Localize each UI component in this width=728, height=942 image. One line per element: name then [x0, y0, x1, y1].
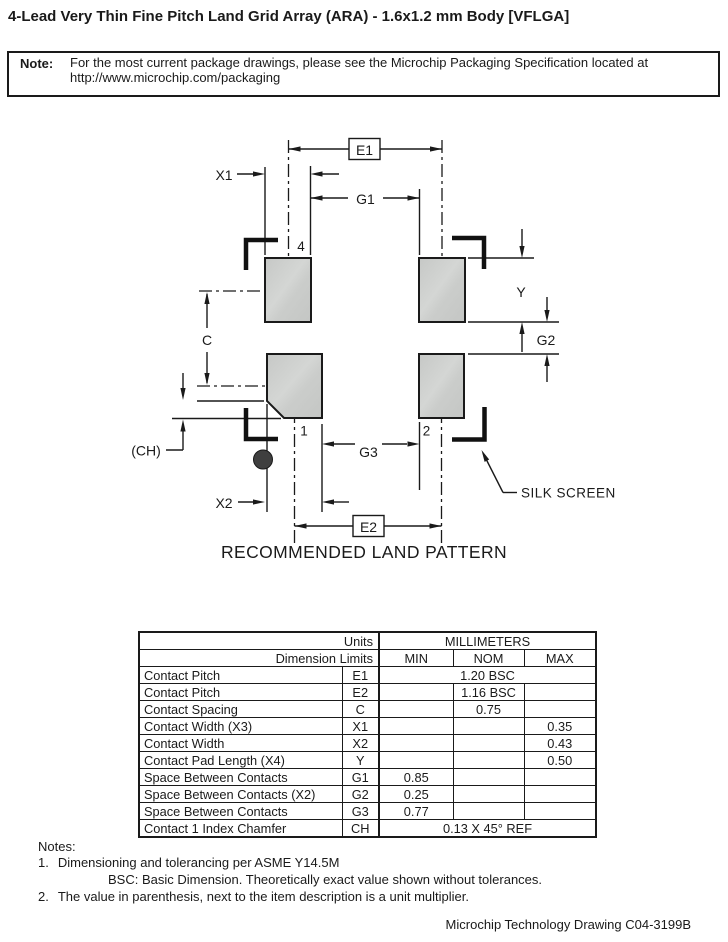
cell-min [379, 718, 453, 735]
cell-desc: Contact Pitch [139, 667, 342, 684]
note-item-1-number: 1. [38, 855, 49, 870]
cell-nom: 1.16 BSC [453, 684, 524, 701]
table-row [139, 786, 596, 803]
min-header: MIN [379, 650, 453, 667]
nom-header: NOM [453, 650, 524, 667]
max-header: MAX [524, 650, 596, 667]
cell-symbol: G3 [342, 803, 379, 820]
dim-label-g3: G3 [359, 444, 378, 460]
cell-symbol: E2 [342, 684, 379, 701]
dim-label-c: C [201, 332, 213, 348]
cell-max [524, 701, 596, 718]
cell-nom [453, 803, 524, 820]
cell-desc: Space Between Contacts [139, 769, 342, 786]
cell-value-span: 0.13 X 45° REF [379, 820, 596, 838]
dim-label-x1: X1 [215, 167, 233, 183]
pin1-index-dot [254, 450, 273, 469]
pad-4 [265, 258, 311, 322]
cell-nom [453, 718, 524, 735]
centerlines [197, 140, 442, 543]
pad-1-chamfered [267, 354, 322, 418]
note-label: Note: [20, 56, 54, 71]
cell-symbol: X1 [342, 718, 379, 735]
drawing-number-footer: Microchip Technology Drawing C04-3199B [445, 917, 691, 932]
table-row [139, 684, 596, 701]
cell-symbol: Y [342, 752, 379, 769]
table-row [139, 820, 596, 838]
page-title: 4-Lead Very Thin Fine Pitch Land Grid Array (ARA) - 1.6x1.2 mm Body [VFLGA] [8, 8, 570, 25]
cell-desc: Contact Width (X3) [139, 718, 342, 735]
table-row [139, 735, 596, 752]
table-row [139, 718, 596, 735]
cell-min: 0.77 [379, 803, 453, 820]
cell-max [524, 684, 596, 701]
table-row [139, 701, 596, 718]
dim-label-x2: X2 [215, 495, 233, 511]
dim-label-g1: G1 [356, 191, 375, 207]
cell-nom [453, 752, 524, 769]
note-line-1: For the most current package drawings, please see the Microchip Packaging Specification located at [70, 55, 649, 70]
cell-symbol: G1 [342, 769, 379, 786]
note-item-1-sub: BSC: Basic Dimension. Theoretically exact value shown without tolerances. [108, 872, 543, 887]
pin-number-2: 2 [422, 423, 431, 439]
table-row [139, 803, 596, 820]
cell-desc: Contact Width [139, 735, 342, 752]
note-item-1 [38, 855, 339, 870]
note-item-2-number: 2. [38, 889, 49, 904]
cell-symbol: X2 [342, 735, 379, 752]
table-header-row-1 [139, 632, 596, 650]
dim-label-ch: (CH) [131, 442, 161, 459]
table-header-row-2 [139, 650, 596, 667]
note-item-1-text: Dimensioning and tolerancing per ASME Y14.5M [57, 855, 340, 870]
cell-max: 0.35 [524, 718, 596, 735]
dimension-limits-header: Dimension Limits [139, 650, 379, 667]
cell-desc: Space Between Contacts (X2) [139, 786, 342, 803]
cell-min [379, 701, 453, 718]
dim-label-g2: G2 [536, 332, 556, 348]
cell-symbol: E1 [342, 667, 379, 684]
cell-symbol: CH [342, 820, 379, 838]
table-row [139, 769, 596, 786]
cell-nom: 0.75 [453, 701, 524, 718]
millimeters-header: MILLIMETERS [379, 632, 596, 650]
cell-symbol: C [342, 701, 379, 718]
cell-max: 0.50 [524, 752, 596, 769]
note-item-2 [38, 889, 469, 904]
cell-max [524, 803, 596, 820]
cell-symbol: G2 [342, 786, 379, 803]
table-row [139, 667, 596, 684]
silkscreen-callout: SILK SCREEN [521, 485, 616, 501]
cell-max [524, 786, 596, 803]
cell-max: 0.43 [524, 735, 596, 752]
pad-3 [419, 258, 465, 322]
pin-number-4: 4 [297, 239, 305, 254]
cell-desc: Contact Spacing [139, 701, 342, 718]
cell-desc: Contact 1 Index Chamfer [139, 820, 342, 838]
cell-value-span: 1.20 BSC [379, 667, 596, 684]
cell-min: 0.85 [379, 769, 453, 786]
pin-number-1: 1 [300, 423, 308, 439]
dim-label-e1: E1 [355, 142, 374, 158]
dim-label-y: Y [516, 284, 526, 300]
dimensions-table [138, 631, 597, 838]
note-line-2: http://www.microchip.com/packaging [70, 69, 281, 85]
drawing-caption: RECOMMENDED LAND PATTERN [220, 542, 508, 562]
cell-min: 0.25 [379, 786, 453, 803]
cell-desc: Contact Pitch [139, 684, 342, 701]
note-item-2-text: The value in parenthesis, next to the item description is a unit multiplier. [57, 889, 470, 904]
units-header: Units [139, 632, 379, 650]
cell-nom [453, 786, 524, 803]
cell-max [524, 769, 596, 786]
cell-min [379, 735, 453, 752]
cell-nom [453, 769, 524, 786]
cell-desc: Space Between Contacts [139, 803, 342, 820]
notes-heading: Notes: [38, 839, 76, 854]
land-pads [265, 258, 465, 418]
pad-2 [419, 354, 464, 418]
cell-min [379, 684, 453, 701]
table-row [139, 752, 596, 769]
dim-label-e2: E2 [359, 519, 378, 535]
cell-nom [453, 735, 524, 752]
cell-desc: Contact Pad Length (X4) [139, 752, 342, 769]
cell-min [379, 752, 453, 769]
